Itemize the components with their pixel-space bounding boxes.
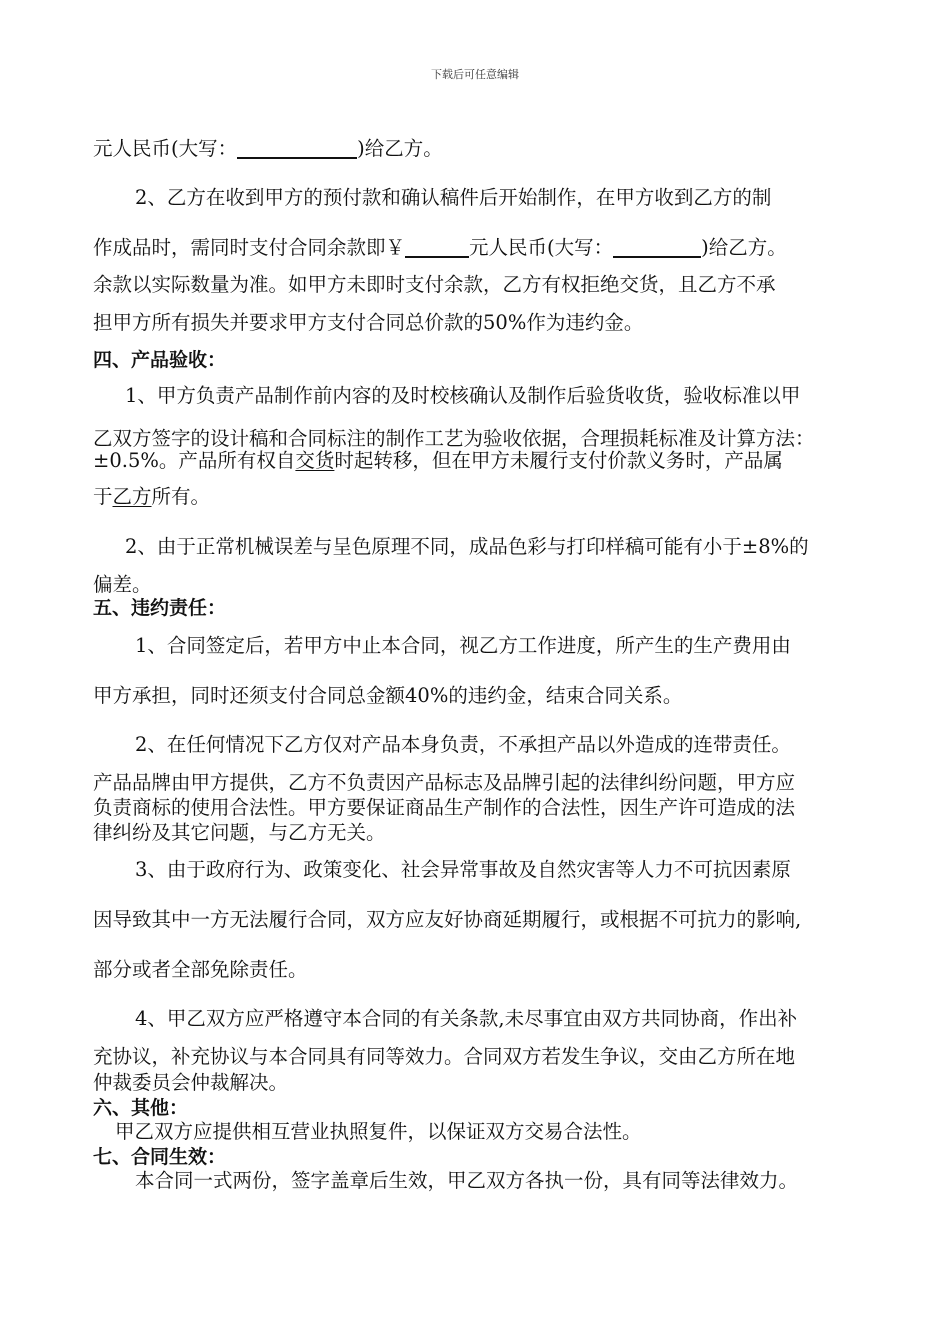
paragraph-line: 充协议，补充协议与本合同具有同等效力。合同双方若发生争议，交由乙方所在地 <box>93 1045 796 1068</box>
paragraph-line: 3、由于政府行为、政策变化、社会异常事故及自然灾害等人力不可抗因素原 <box>135 858 791 881</box>
paragraph-line: 偏差。 <box>93 573 152 596</box>
paragraph-line: 1、合同签定后，若甲方中止本合同，视乙方工作进度，所产生的生产费用由 <box>135 634 791 657</box>
fill-blank <box>237 137 357 159</box>
paragraph-line: 余款以实际数量为准。如甲方未即时支付余款，乙方有权拒绝交货，且乙方不承 <box>93 273 776 296</box>
paragraph-line: 2、在任何情况下乙方仅对产品本身负责，不承担产品以外造成的连带责任。 <box>135 733 791 756</box>
paragraph-line: 元人民币(大写： )给乙方。 <box>93 137 443 160</box>
underlined-term: 乙方 <box>112 485 152 508</box>
paragraph-line: 负责商标的使用合法性。甲方要保证商品生产制作的合法性，因生产许可造成的法 <box>93 796 796 819</box>
paragraph-line: 1、甲方负责产品制作前内容的及时校核确认及制作后验货收货，验收标准以甲 <box>125 384 801 407</box>
section-heading: 四、产品验收： <box>93 349 227 371</box>
paragraph-line: 作成品时，需同时支付合同余款即￥ 元人民币(大写： )给乙方。 <box>93 236 787 259</box>
paragraph-line: ±0.5%。产品所有权自交货时起转移，但在甲方未履行支付价款义务时，产品属 <box>93 449 783 472</box>
paragraph-line: 乙双方签字的设计稿和合同标注的制作工艺为验收依据，合理损耗标准及计算方法： <box>93 427 815 450</box>
paragraph-line: 2、乙方在收到甲方的预付款和确认稿件后开始制作，在甲方收到乙方的制 <box>135 186 772 209</box>
section-heading: 六、其他： <box>93 1097 189 1119</box>
section-heading: 七、合同生效： <box>93 1146 227 1168</box>
underlined-term: 交货 <box>295 449 335 472</box>
paragraph-line: 产品品牌由甲方提供，乙方不负责因产品标志及品牌引起的法律纠纷问题，甲方应 <box>93 771 796 794</box>
paragraph-line: 4、甲乙双方应严格遵守本合同的有关条款,未尽事宜由双方共同协商，作出补 <box>135 1007 798 1030</box>
paragraph-line: 部分或者全部免除责任。 <box>93 958 308 981</box>
paragraph-line: 担甲方所有损失并要求甲方支付合同总价款的50%作为违约金。 <box>93 311 644 334</box>
paragraph-line: 甲方承担，同时还须支付合同总金额40%的违约金，结束合同关系。 <box>93 684 683 707</box>
paragraph-line: 本合同一式两份，签字盖章后生效，甲乙双方各执一份，具有同等法律效力。 <box>135 1169 799 1192</box>
fill-blank <box>613 236 701 258</box>
paragraph-line: 律纠纷及其它问题，与乙方无关。 <box>93 821 386 844</box>
paragraph-line: 2、由于正常机械误差与呈色原理不同，成品色彩与打印样稿可能有小于±8%的 <box>125 535 809 558</box>
section-heading: 五、违约责任： <box>93 597 227 619</box>
page-header: 下载后可任意编辑 <box>431 68 519 81</box>
paragraph-line: 甲乙双方应提供相互营业执照复件，以保证双方交易合法性。 <box>115 1120 642 1143</box>
fill-blank <box>405 236 469 258</box>
paragraph-line: 因导致其中一方无法履行合同，双方应友好协商延期履行，或根据不可抗力的影响, <box>93 908 802 931</box>
paragraph-line: 于乙方所有。 <box>93 485 211 508</box>
paragraph-line: 仲裁委员会仲裁解决。 <box>93 1071 289 1094</box>
